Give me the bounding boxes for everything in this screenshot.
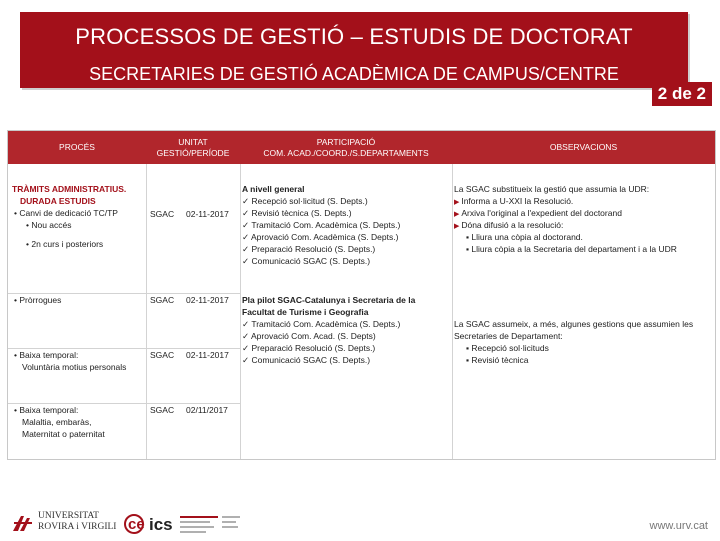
- page-subtitle: SECRETARIES DE GESTIÓ ACADÈMICA DE CAMPUS/CENTRE: [89, 64, 619, 84]
- urv-logo: [12, 511, 117, 535]
- list-item: ▶ Arxiva l'original a l'expedient del doctorand: [454, 207, 622, 221]
- list-item: Maternitat o paternitat: [22, 429, 105, 439]
- list-item: ✓ Comunicació SGAC (S. Depts.): [242, 255, 370, 267]
- website-url[interactable]: www.urv.cat: [649, 520, 708, 532]
- list-item: ✓ Comunicació SGAC (S. Depts.): [242, 354, 370, 366]
- list-item: ✓ Preparació Resolució (S. Depts.): [242, 342, 375, 354]
- list-item: ✓ Tramitació Com. Acadèmica (S. Depts.): [242, 318, 400, 330]
- divider: [452, 164, 453, 459]
- participation-heading: Pla pilot SGAC-Catalunya i Secretaria de la: [242, 295, 416, 305]
- observation-text: Secretaries de Departament:: [454, 331, 563, 341]
- list-item: • Pròrrogues: [14, 294, 61, 306]
- page-title: PROCESSOS DE GESTIÓ – ESTUDIS DE DOCTORAT: [75, 24, 633, 49]
- section-title: TRÀMITS ADMINISTRATIUS.: [12, 184, 127, 194]
- col-header-participacio: PARTICIPACIÓ COM. ACAD./COORD./S.DEPARTAMENTS: [263, 136, 429, 158]
- date-cell: 02-11-2017: [186, 295, 229, 305]
- date-cell: 02/11/2017: [186, 405, 228, 415]
- list-item: ✓ Preparació Resolució (S. Depts.): [242, 243, 375, 255]
- list-item: • Nou accés: [26, 219, 72, 231]
- ceics-logo: [124, 512, 244, 536]
- unit-cell: SGAC: [150, 350, 175, 360]
- col-header-unitat: UNITAT GESTIÓ/PERÍODE: [156, 136, 230, 158]
- svg-text:ics: ics: [149, 515, 173, 534]
- unit-cell: SGAC: [150, 405, 175, 415]
- list-item: ✓ Recepció sol·licitud (S. Depts.): [242, 195, 368, 207]
- list-item: ✓ Revisió tècnica (S. Depts.): [242, 207, 352, 219]
- list-item: ▪ Lliura còpia a la Secretaria del departament i a la UDR: [466, 243, 677, 255]
- section-subtitle: DURADA ESTUDIS: [20, 196, 96, 206]
- ceics-mark-icon: [124, 512, 244, 536]
- list-item: ✓ Aprovació Com. Acad. (S. Depts): [242, 330, 376, 342]
- page-number-badge: 2 de 2: [652, 82, 712, 106]
- list-item: ✓ Aprovació Com. Acadèmica (S. Depts.): [242, 231, 398, 243]
- col-header-proces: PROCÉS: [59, 142, 95, 152]
- list-item: ▶ Informa a U-XXI la Resolució.: [454, 195, 573, 209]
- date-cell: 02-11-2017: [186, 350, 229, 360]
- divider: [146, 164, 147, 459]
- participation-heading: Facultat de Turisme i Geografia: [242, 307, 369, 317]
- list-item: • Baixa temporal:: [14, 404, 78, 416]
- list-item: • 2n curs i posteriors: [26, 238, 103, 250]
- table-header: [8, 131, 715, 164]
- svg-text:ce: ce: [128, 516, 145, 533]
- col-header-observacions: OBSERVACIONS: [549, 142, 618, 152]
- divider: [240, 164, 241, 459]
- list-item: ▪ Recepció sol·licituds: [466, 342, 549, 354]
- urv-name-line1: UNIVERSITAT: [38, 511, 99, 521]
- unit-cell: SGAC: [150, 209, 175, 219]
- title-banner: [20, 12, 688, 88]
- list-item: ▪ Lliura una còpia al doctorand.: [466, 231, 583, 243]
- date-cell: 02-11-2017: [186, 209, 229, 219]
- unit-cell: SGAC: [150, 295, 175, 305]
- list-item: ▶ Dóna difusió a la resolució:: [454, 219, 563, 233]
- list-item: Malaltia, embaràs,: [22, 417, 92, 427]
- observation-text: La SGAC assumeix, a més, algunes gestions que assumien les: [454, 319, 694, 329]
- list-item: • Baixa temporal:: [14, 349, 78, 361]
- list-item: ✓ Tramitació Com. Acadèmica (S. Depts.): [242, 219, 400, 231]
- participation-heading: A nivell general: [242, 184, 305, 194]
- list-item: • Canvi de dedicació TC/TP: [14, 207, 118, 219]
- list-item: ▪ Revisió tècnica: [466, 354, 529, 366]
- observation-heading: La SGAC substitueix la gestió que assumia la UDR:: [454, 184, 650, 194]
- urv-mark-icon: [12, 513, 34, 533]
- urv-name-line2: ROVIRA i VIRGILI: [38, 522, 117, 532]
- list-item: Voluntària motius personals: [22, 362, 127, 372]
- process-table: [7, 130, 716, 460]
